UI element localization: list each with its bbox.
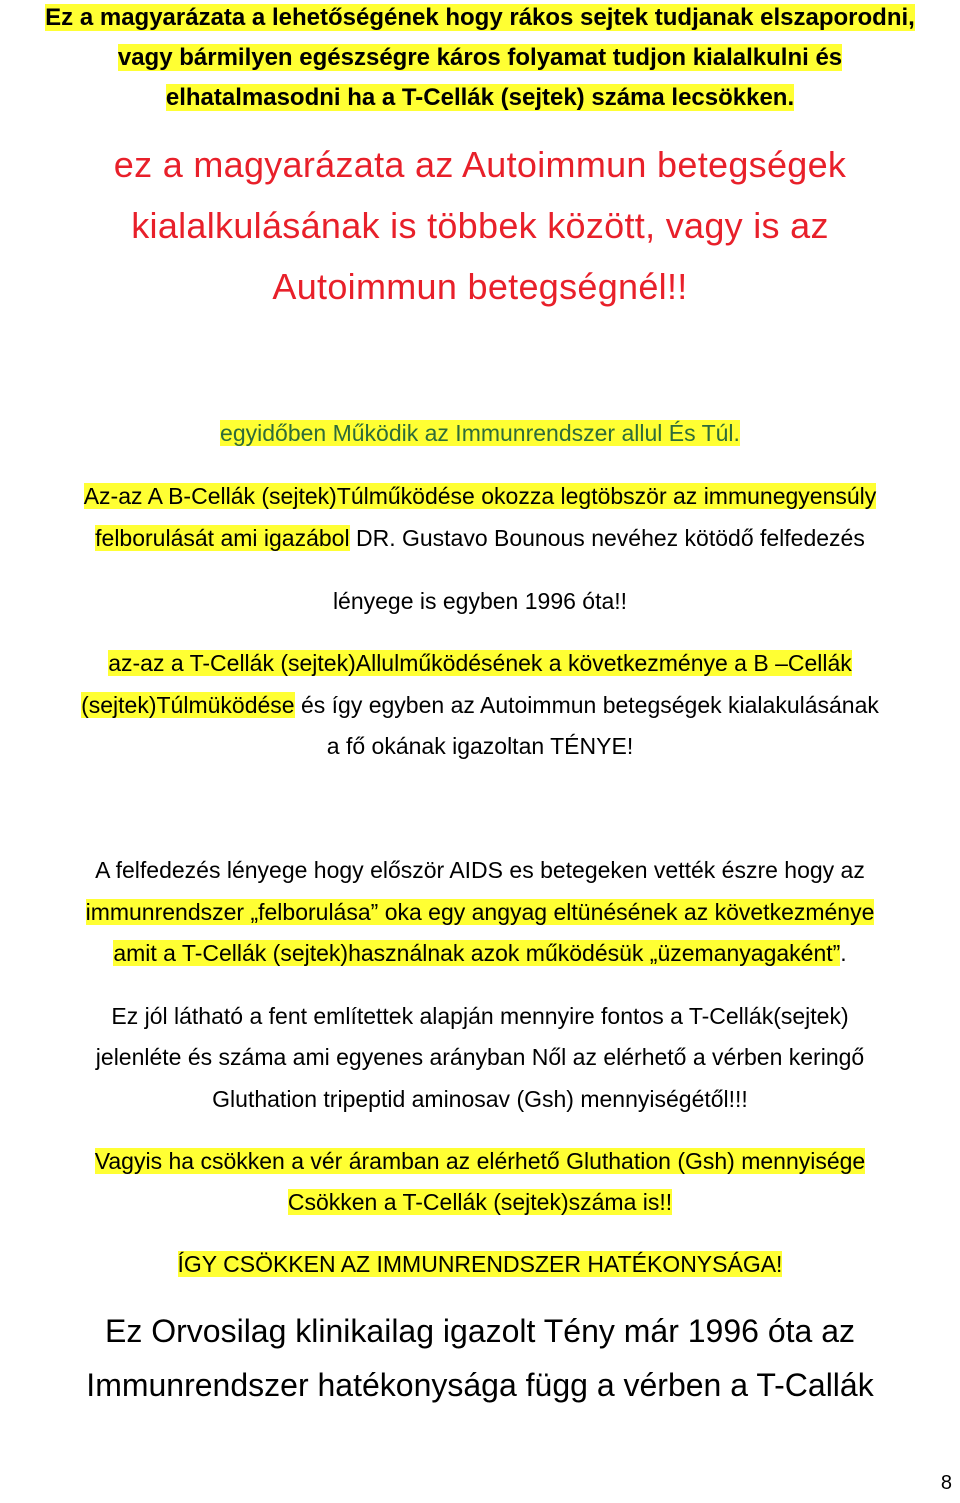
red-heading-line: Autoimmun betegségnél!! bbox=[272, 266, 688, 307]
page-number: 8 bbox=[940, 1472, 952, 1494]
highlighted-text: vagy bármilyen egészségre káros folyamat tudjon kialalkulni és bbox=[117, 44, 843, 71]
paragraph-line bbox=[0, 1189, 960, 1216]
highlighted-text: ÍGY CSÖKKEN AZ IMMUNRENDSZER HATÉKONYSÁGA! bbox=[177, 1251, 783, 1277]
highlighted-text: (sejtek)Túlmüködése bbox=[81, 692, 295, 718]
paragraph-line bbox=[0, 940, 960, 967]
red-heading-line: ez a magyarázata az Autoimmun betegségek bbox=[113, 144, 847, 185]
caps-statement bbox=[0, 1251, 960, 1278]
final-statement-line: Ez Orvosilag klinikailag igazolt Tény már 1996 óta az bbox=[105, 1313, 855, 1349]
paragraph-line: jelenléte és száma ami egyenes arányban Nől az elérhető a vérben keringő bbox=[95, 1044, 865, 1070]
paragraph-line: Ez jól látható a fent említettek alapján mennyire fontos a T-Cellák(sejtek) bbox=[111, 1003, 849, 1029]
immune-line bbox=[0, 420, 960, 447]
paragraph-line bbox=[0, 525, 960, 552]
highlighted-text: Ez a magyarázata a lehetőségének hogy rákos sejtek tudjanak elszaporodni, bbox=[45, 4, 915, 31]
paragraph-line bbox=[0, 4, 960, 32]
paragraph-line bbox=[0, 650, 960, 677]
highlighted-text: az-az a T-Cellák (sejtek)Allulműködésének a következménye a B –Cellák bbox=[108, 650, 852, 676]
highlighted-text: Vagyis ha csökken a vér áramban az elérhető Gluthation (Gsh) mennyisége bbox=[94, 1148, 866, 1174]
paragraph-line bbox=[0, 44, 960, 72]
paragraph-line: a fő okának igazoltan TÉNYE! bbox=[326, 733, 634, 759]
paragraph-line: lényege is egyben 1996 óta!! bbox=[332, 588, 628, 614]
paragraph-line: Gluthation tripeptid aminosav (Gsh) mennyiségétől!!! bbox=[212, 1086, 748, 1112]
paragraph-line bbox=[0, 692, 960, 719]
highlighted-text: Az-az A B-Cellák (sejtek)Túlműködése okozza legtöbször az immunegyensúly bbox=[83, 483, 877, 509]
highlighted-text: elhatalmasodni ha a T-Cellák (sejtek) száma lecsökken. bbox=[165, 84, 795, 111]
highlighted-text: felborulását ami igazábol bbox=[95, 525, 350, 551]
paragraph-line bbox=[0, 1148, 960, 1175]
plain-text: DR. Gustavo Bounous nevéhez kötödő felfedezés bbox=[349, 525, 865, 551]
final-statement-line: Immunrendszer hatékonysága függ a vérben a T-Callák bbox=[86, 1367, 874, 1403]
paragraph-line bbox=[0, 483, 960, 510]
highlighted-text: Csökken a T-Cellák (sejtek)száma is!! bbox=[287, 1189, 673, 1215]
highlighted-text: immunrendszer „felborulása” oka egy angyag eltünésének az következménye bbox=[85, 899, 875, 925]
plain-text: . bbox=[840, 940, 847, 966]
red-heading-line: kialalkulásának is többek között, vagy is az bbox=[131, 205, 829, 246]
highlighted-text: amit a T-Cellák (sejtek)használnak azok működésük „üzemanyagaként” bbox=[113, 940, 841, 966]
paragraph-line: A felfedezés lényege hogy először AIDS es betegeken vették észre hogy az bbox=[95, 857, 865, 883]
highlighted-text: egyidőben Működik az Immunrendszer allul És Túl. bbox=[220, 420, 740, 446]
paragraph-line bbox=[0, 84, 960, 112]
paragraph-line bbox=[0, 899, 960, 926]
plain-text: és így egyben az Autoimmun betegségek kialakulásának bbox=[294, 692, 879, 718]
